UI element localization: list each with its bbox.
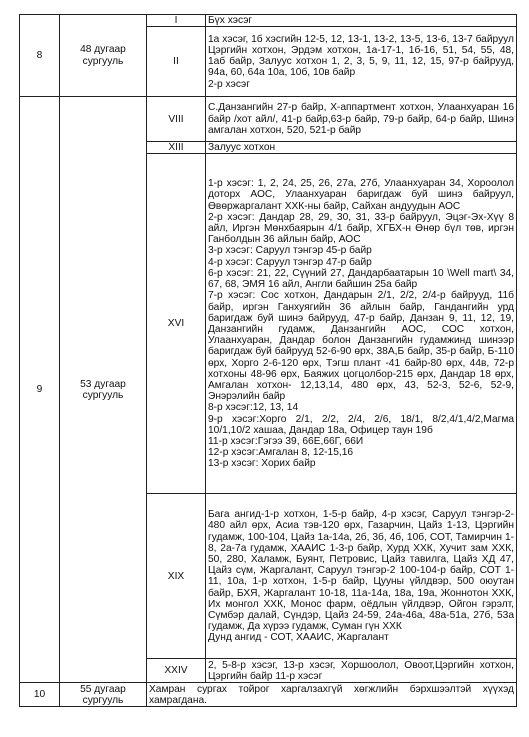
table-row [20,15,517,27]
table-row [20,683,517,707]
school-district-table [19,14,517,707]
section-code: XIX [147,494,206,659]
row-number: 10 [20,683,60,707]
section-code: II [147,27,206,97]
section-area: Залуус хотхон [206,142,517,154]
row-number: 9 [20,97,60,683]
section-area: Бага ангид-1-р хотхон, 1-5-р байр, 4-р хэсэг, Саруул тэнгэр-2-480 айл өрх, Асиа тэв-120 өрх, Газарчин, Цайз 1-13, Цэргийн гудамж, 100-104, Цайз 1а-14а, 2б, 3б, 4б, 10б, СОТ, Тамирчин 1-8, 2а-7а гудамж, ХААИС 1-3-р байр, Хурд ХХК, Хучит зам ХХК, 50, 280, Халамж, Буянт, Петровис, Цайз тавилга, Цайз ХД 47, Цайз сүм, Жаргалант, Саруул тэнгэр-2 100-104-р байр, СОТ 1-11, 10а, 1-р хотхон, 1-5-р байр, Цууны үйлдвэр, 500 оюутан байр, БХЯ, Жаргалант 10-18, 11а-14а, 18а, 19а, Жоннотон ХХК, Их монгол ХХК, Монос фарм, оёдлын үйлдвэр, Ойгон гэрэлт, Сүмбэр далай, Сүндэр, Цайз 24-59, 24а-46а, 48а-51а, 27б, 53а гудамж, Да хүрээ гудамж, Суман гүн ХХК Дунд ангид - СОТ, ХААИС, Жаргалант [206,494,517,659]
section-code: XVI [147,154,206,494]
section-code: XIII [147,142,206,154]
school-name: 53 дугаар сургууль [60,97,147,683]
school-note: Хамран сургах тойрог харгалзахгүй хөгжлийн бэрхшээлтэй хүүхэд хамрагдана. [147,683,517,707]
section-code: I [147,15,206,27]
row-number: 8 [20,15,60,97]
section-area: 1а хэсэг, 1б хэсгийн 12-5, 12, 13-1, 13-2, 13-5, 13-6, 13-7 байруул Цэргийн хотхон, Эрдэм хотхон, 1а-17-1, 1б-16, 51, 54, 55, 48, 1аб байр, Залуус хотхон 1, 2, 3, 5, 9, 11, 12, 15, 97-р байрууд, 94а, 60, 64а 10а, 10б, 10в байр 2-р хэсэг [206,27,517,97]
section-code: VIII [147,97,206,142]
section-area: Бүх хэсэг [206,15,517,27]
school-name: 48 дугаар сургууль [60,15,147,97]
section-code: XXIV [147,659,206,683]
section-area: 1-р хэсэг: 1, 2, 24, 25, 26, 27а, 27б, Улаанхуаран 34, Хороолол доторх АОС, Улаанхуаран баригдаж буй шинэ байруул, Өвөржаргалант ХХК-ны байр, Сайхан андуудын АОС 2-р хэсэг: Дандар 28, 29, 30, 31, 33-р байруул, Эцэг-Эх-Хүү 8 айл, Иргэн Мөнхбаярын 4/1 байр, ХГБХ-н Өнөр бүл төв, иргэн Ганболдын 36 айлын байр, АОС 3-р хэсэг: Саруул тэнгэр 45-р байр 4-р хэсэг: Саруул тэнгэр 47-р байр 6-р хэсэг: 21, 22, Сүүний 27, Дандарбаатарын 10 \Well mart\ 34, 67, 68, ЭМЯ 16 айл, Англи байшин 25а байр 7-р хэсэг: Сос хотхон, Дандарын 2/1, 2/2, 2/4-р байрууд, 11б байр, иргэн Ганхуягийн 36 айлын байр, Гандангийн урд баригдаж буй шинэ байрууд, 47-р байр, Данзан 9, 11, 12, 19, Данзангийн гудамж, Данзангийн АОС, СОС хотхон, Улаанхуаран, Дандар болон Данзангийн гудамжинд шинээр баригдаж буй байрууд 52-6-90 өрх, 38А,Б байр, 35-р байр, Б-110 өрх, Хорго 2-6-120 өрх, Тэгш плант -41 байр-80 өрх, 44в, 72-р хотхоны 48-96 өрх, Баяжих цогцолбор-215 өрх, Дандар 18 өрх, Амгалан хотхон- 12,13,14, 480 өрх, 43, 52-3, 52-6, 52-9, Энэрэлийн байр 8-р хэсэг:12, 13, 14 9-р хэсэг:Хорго 2/1, 2/2, 2/4, 2/6, 18/1, 8/2,4/1,4/2,Магма 10/1,10/2 хашаа, Дандар 18а, Офицер таун 19б 11-р хэсэг:Гэгээ 39, 66Е,66Г, 66И 12-р хэсэг:Амгалан 8, 12-15,16 13-р хэсэг: Хорих байр [206,154,517,494]
section-area: 2, 5-8-р хэсэг, 13-р хэсэг, Хоршоолол, Овоот,Цэргийн хотхон, Цэргийн байр 11-р хэсэг [206,659,517,683]
table-row [20,97,517,142]
school-name: 55 дугаар сургууль [60,683,147,707]
section-area: С.Данзангийн 27-р байр, Х-аппартмент хотхон, Улаанхуаран 16 байр /хот айл/, 41-р байр,63-р байр, 79-р байр, 64-р байр, Шинэ амгалан хотхон, 520, 521-р байр [206,97,517,142]
